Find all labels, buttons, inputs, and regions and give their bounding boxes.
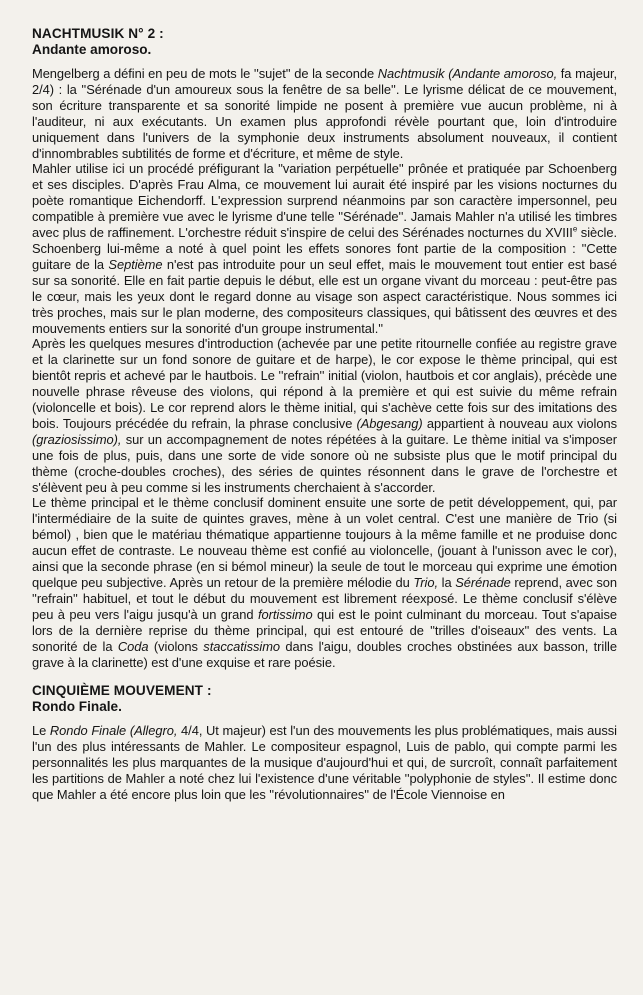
text-run: siècle. Schoenberg lui-même a noté à quel point les effets sonores font partie de la composition : ''Cette guitare de la xyxy=(32,225,617,272)
italic-run: Rondo Finale (Allegro, xyxy=(49,723,178,739)
italic-run: (Abgesang) xyxy=(356,415,423,431)
text-run: qui est le point culminant du morceau. Tout s'apaise lors de la dernière reprise du thème principal, qui est entouré de ''trilles d'oiseaux'' des vents. La sonorité de la xyxy=(32,606,617,654)
section-subtitle-andante: Andante amoroso. xyxy=(32,42,152,57)
text-run: Mengelberg a défini en peu de mots le ''sujet'' de la seconde xyxy=(32,66,378,81)
paragraph-3 xyxy=(32,336,617,495)
text-run: Le xyxy=(32,723,50,739)
text-run: Après les quelques mesures d'introduction (achevée par une petite ritournelle confiée au registre grave et la clarinette sur un fond sonore de guitare et de harpe), le cor expose le thème principal, qui est bientôt repris et achevé par le hautbois. Le ''refrain'' initial (violon, hautbois et cor anglais), précède une nouvelle phrase rêveuse des violons, qui répond à la première et qui est suivie du même refrain (violoncelle et bois). Le cor reprend alors le thème initial, qui s'achève cette fois sur des imitations des bois. Toujours précédée du refrain, la phrase conclusive xyxy=(32,336,617,431)
paragraph-5 xyxy=(32,723,617,803)
text-run: Le thème principal et le thème conclusif dominent ensuite une sorte de petit développement, qui, par l'intermédiaire de la suite de quintes graves, mène à un volet central. C'est une manière de Trio (si bémol) , bien que le matériau thématique appartienne toujours à la même famille et ne produise donc aucun effet de contraste. Le nouveau thème est confié au violoncelle, (jouant à l'unisson avec le cor), ainsi que la seconde phrase (en si bémol mineur) la seule de tout le morceau qui exprime une émotion quelque peu subjective. Après un retour de la première mélodie du xyxy=(32,495,617,590)
text-run: 4/4, Ut majeur) est l'un des mouvements les plus problématiques, mais aussi l'un des plus intéressants de Mahler. Le compositeur espagnol, Luis de pablo, qui compte parmi les personnalités les plus marquantes de la musique d'aujourd'hui et qui, de surcroît, connaît parfaitement les partitions de Mahler a noté chez lui l'existence d'une véritable ''polyphonie de styles''. Il estime donc que Mahler a été encore plus loin que les ''révolutionnaires'' de l'École Viennoise en xyxy=(32,723,617,803)
italic-run: Nachtmusik (Andante amoroso, xyxy=(377,66,558,81)
text-run: appartient à nouveau aux violons xyxy=(422,415,617,431)
text-run: sur un accompagnement de notes répétées à la guitare. Le thème initial va s'imposer une fois de plus, puis, dans une sorte de vide sonore où ne subsiste plus que le motif principal du thème (croche-doubles croches), des séries de quintes résonnent dans le grave de l'orchestre et s'élèvent peu à peu comme si les instruments cherchaient à s'accorder. xyxy=(32,431,617,495)
italic-run: fortissimo xyxy=(257,606,313,622)
italic-run: Septième xyxy=(108,256,163,272)
text-run: la xyxy=(438,575,456,590)
superscript-run: e xyxy=(572,224,578,234)
section-title-nachtmusik: NACHTMUSIK N° 2 : xyxy=(32,26,164,41)
italic-run: (graziosissimo), xyxy=(32,431,122,447)
text-run: fa majeur, 2/4) : la ''Sérénade d'un amoureux sous la fenêtre de sa belle''. Le lyrisme délicat de ce mouvement, son écriture transparente et sa sonorité limpide ne posent à première vue aucun problème, ni à l'auditeur, ni aux exécutants. Un examen plus approfondi révèle pourtant que, loin d'introduire uniquement dans l'univers de la symphonie deux instruments absolument nouveaux, il contient d'innombrables subtilités de forme et d'écriture, et même de style. xyxy=(32,66,618,161)
section-title-cinquieme: CINQUIÈME MOUVEMENT : xyxy=(32,683,212,699)
text-run: (violons xyxy=(148,638,204,654)
paragraph-2 xyxy=(32,161,617,336)
italic-run: Trio, xyxy=(413,575,438,590)
paragraph-4 xyxy=(32,495,617,670)
italic-run: Coda xyxy=(117,638,149,654)
text-run: dans l'aigu, doubles croches obstinées aux basson, trille grave à la clarinette) est d'une exquise et rare poésie. xyxy=(32,638,617,670)
italic-run: staccatissimo xyxy=(203,638,281,654)
text-run: reprend, avec son ''refrain'' habituel, et tout le début du mouvement est librement réexposé. Le thème conclusif s'élève peu à peu vers l'aigu jusqu'à un grand xyxy=(32,575,618,622)
section-subtitle-rondo: Rondo Finale. xyxy=(32,699,122,715)
italic-run: Sérénade xyxy=(455,575,511,590)
text-run: Mahler utilise ici un procédé préfigurant la ''variation perpétuelle'' prônée et pratiquée par Schoenberg et ses disciples. D'après Frau Alma, ce mouvement lui aurait été inspiré par les visions nocturnes du poète romantique Eichendorff. L'expression surprend néanmoins par son caractère impersonnel, peu compatible à première vue avec le lyrisme d'une telle ''Sérénade''. Jamais Mahler n'a utilisé les timbres avec plus de raffinement. L'orchestre réduit s'inspire de celui des Sérénades nocturnes du XVIII xyxy=(32,161,617,241)
text-run: n'est pas introduite pour un seul effet, mais le mouvement tout entier est basé sur sa sonorité. Elle en fait partie depuis le début, elle est un organe vivant du morceau : peut-être pas le cœur, mais les yeux dont le regard donne au visage son aspect caractéristique. Nous sommes ici très proches, mais sur le plan moderne, des compositeurs classiques, qui bâtissent des œuvres et des mouvements entiers sur la sonorité d'un groupe instrumental.'' xyxy=(32,256,617,336)
paragraph-1 xyxy=(32,66,617,161)
